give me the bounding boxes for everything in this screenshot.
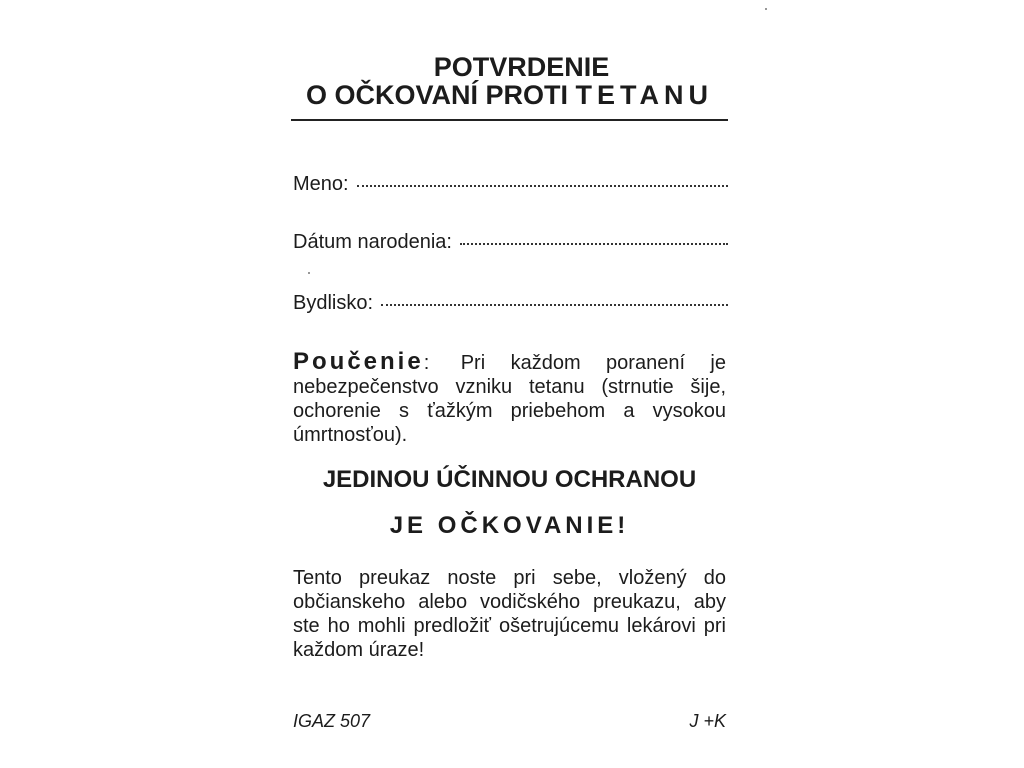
- form-code: IGAZ 507: [293, 711, 371, 731]
- birth-date-field[interactable]: [293, 230, 728, 254]
- printer-mark: J +K: [689, 711, 726, 731]
- paper-speck: [308, 272, 310, 274]
- title-underline: [291, 119, 728, 121]
- name-field-dotted-line[interactable]: [357, 184, 728, 187]
- notice-colon: :: [423, 352, 430, 374]
- address-field-label: Bydlisko:: [293, 292, 374, 314]
- vaccination-card: [291, 40, 728, 750]
- name-field-label: Meno:: [293, 173, 349, 195]
- address-field[interactable]: [293, 291, 728, 315]
- card-title-line2-part1: O OČKOVANÍ PROTI: [305, 80, 568, 110]
- name-field[interactable]: [293, 172, 728, 196]
- notice-label: Poučenie: [293, 348, 424, 375]
- headline-line2: JE OČKOVANIE!: [389, 512, 630, 539]
- headline-line1: JEDINOU ÚČINNOU OCHRANOU: [322, 466, 697, 493]
- notice-paragraph: [293, 350, 726, 447]
- notice-text: Pri každom poranení je nebezpečenstvo vzniku tetanu (strnutie šije, ochorenie s ťažkým priebehom a vysokou úmrtnosťou).: [293, 352, 726, 446]
- card-title-line2: [291, 80, 728, 110]
- card-title-line1: POTVRDENIE: [433, 52, 610, 82]
- birth-date-field-dotted-line[interactable]: [460, 242, 728, 245]
- paper-speck: [765, 8, 767, 10]
- birth-date-field-label: Dátum narodenia:: [293, 231, 452, 253]
- card-title-line2-part2: TETANU: [575, 80, 714, 110]
- carry-instruction: Tento preukaz noste pri sebe, vložený do občianskeho alebo vodičského preukazu, aby ste ho mohli predložiť ošetrujúcemu lekárovi pri každom úraze!: [293, 567, 726, 661]
- address-field-dotted-line[interactable]: [381, 303, 728, 306]
